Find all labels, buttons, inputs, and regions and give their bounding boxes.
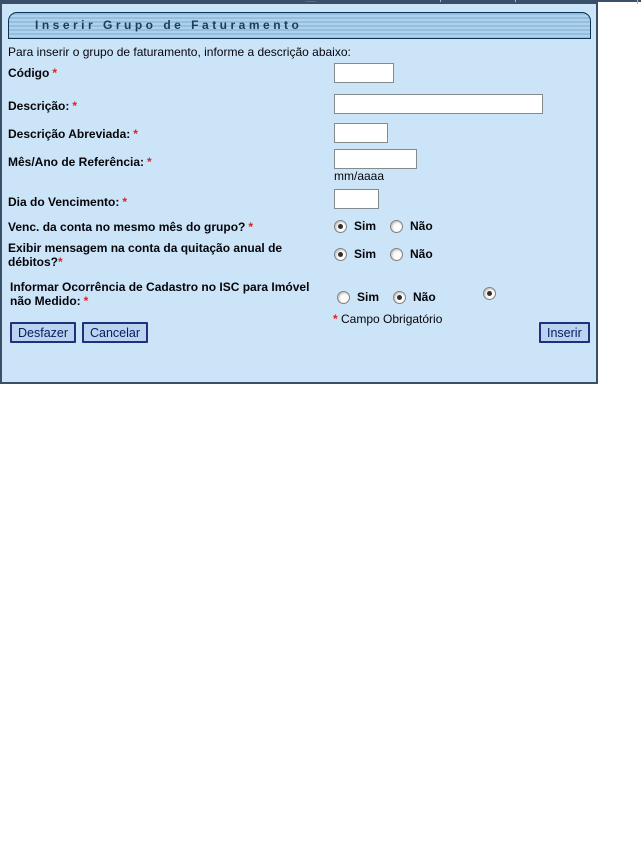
exibir-mensagem-radiogroup bbox=[334, 247, 433, 261]
informar-ocorrencia-nao-radio[interactable] bbox=[393, 291, 406, 304]
dia-vencimento-input[interactable] bbox=[334, 189, 379, 209]
required-marker: * bbox=[248, 220, 254, 234]
panel-title-bar bbox=[8, 12, 591, 39]
informar-ocorrencia-extra-radio[interactable] bbox=[483, 287, 496, 300]
informar-ocorrencia-sim-radio[interactable] bbox=[337, 291, 350, 304]
required-marker: * bbox=[147, 155, 152, 169]
mes-ano-referencia-label: Mês/Ano de Referência: * bbox=[8, 155, 152, 169]
desfazer-button[interactable]: Desfazer bbox=[10, 322, 76, 343]
venc-mesmo-mes-sim-radio[interactable] bbox=[334, 220, 347, 233]
required-marker: * bbox=[83, 294, 89, 308]
venc-mesmo-mes-sim-label: Sim bbox=[354, 219, 377, 233]
exibir-mensagem-nao-radio[interactable] bbox=[390, 248, 403, 261]
descricao-input[interactable] bbox=[334, 94, 543, 114]
page-title: Inserir Grupo de Faturamento bbox=[35, 18, 303, 32]
venc-mesmo-mes-nao-label: Não bbox=[410, 219, 433, 233]
informar-ocorrencia-label: Informar Ocorrência de Cadastro no ISC para Imóvel não Medido: * bbox=[10, 280, 310, 308]
required-marker: * bbox=[133, 127, 138, 141]
codigo-label: Código * bbox=[8, 66, 57, 80]
exibir-mensagem-label: Exibir mensagem na conta da quitação anual de débitos?* bbox=[8, 241, 283, 269]
informar-ocorrencia-sim-label: Sim bbox=[357, 290, 380, 304]
mes-ano-referencia-input[interactable] bbox=[334, 149, 417, 169]
venc-mesmo-mes-radiogroup bbox=[334, 219, 433, 233]
column-divider bbox=[637, 0, 638, 4]
descricao-label: Descrição: * bbox=[8, 99, 78, 113]
required-marker: * bbox=[72, 99, 78, 113]
descricao-abreviada-input[interactable] bbox=[334, 123, 388, 143]
required-marker: * bbox=[52, 66, 57, 80]
venc-mesmo-mes-label: Venc. da conta no mesmo mês do grupo? * bbox=[8, 220, 254, 234]
descricao-abreviada-label: Descrição Abreviada: * bbox=[8, 127, 138, 141]
required-marker: * bbox=[333, 312, 338, 326]
exibir-mensagem-nao-label: Não bbox=[410, 247, 433, 261]
cancelar-button[interactable]: Cancelar bbox=[82, 322, 148, 343]
required-marker: * bbox=[122, 195, 128, 209]
exibir-mensagem-sim-radio[interactable] bbox=[334, 248, 347, 261]
required-marker: * bbox=[58, 255, 63, 269]
dia-vencimento-label: Dia do Vencimento: * bbox=[8, 195, 128, 209]
exibir-mensagem-sim-label: Sim bbox=[354, 247, 377, 261]
required-note: * Campo Obrigatório bbox=[333, 312, 443, 326]
codigo-input[interactable] bbox=[334, 63, 394, 83]
venc-mesmo-mes-nao-radio[interactable] bbox=[390, 220, 403, 233]
inserir-button[interactable]: Inserir bbox=[539, 322, 590, 343]
informar-ocorrencia-radiogroup bbox=[337, 290, 436, 304]
informar-ocorrencia-nao-label: Não bbox=[413, 290, 436, 304]
intro-text: Para inserir o grupo de faturamento, informe a descrição abaixo: bbox=[8, 45, 351, 59]
mes-ano-format-hint: mm/aaaa bbox=[334, 169, 385, 183]
